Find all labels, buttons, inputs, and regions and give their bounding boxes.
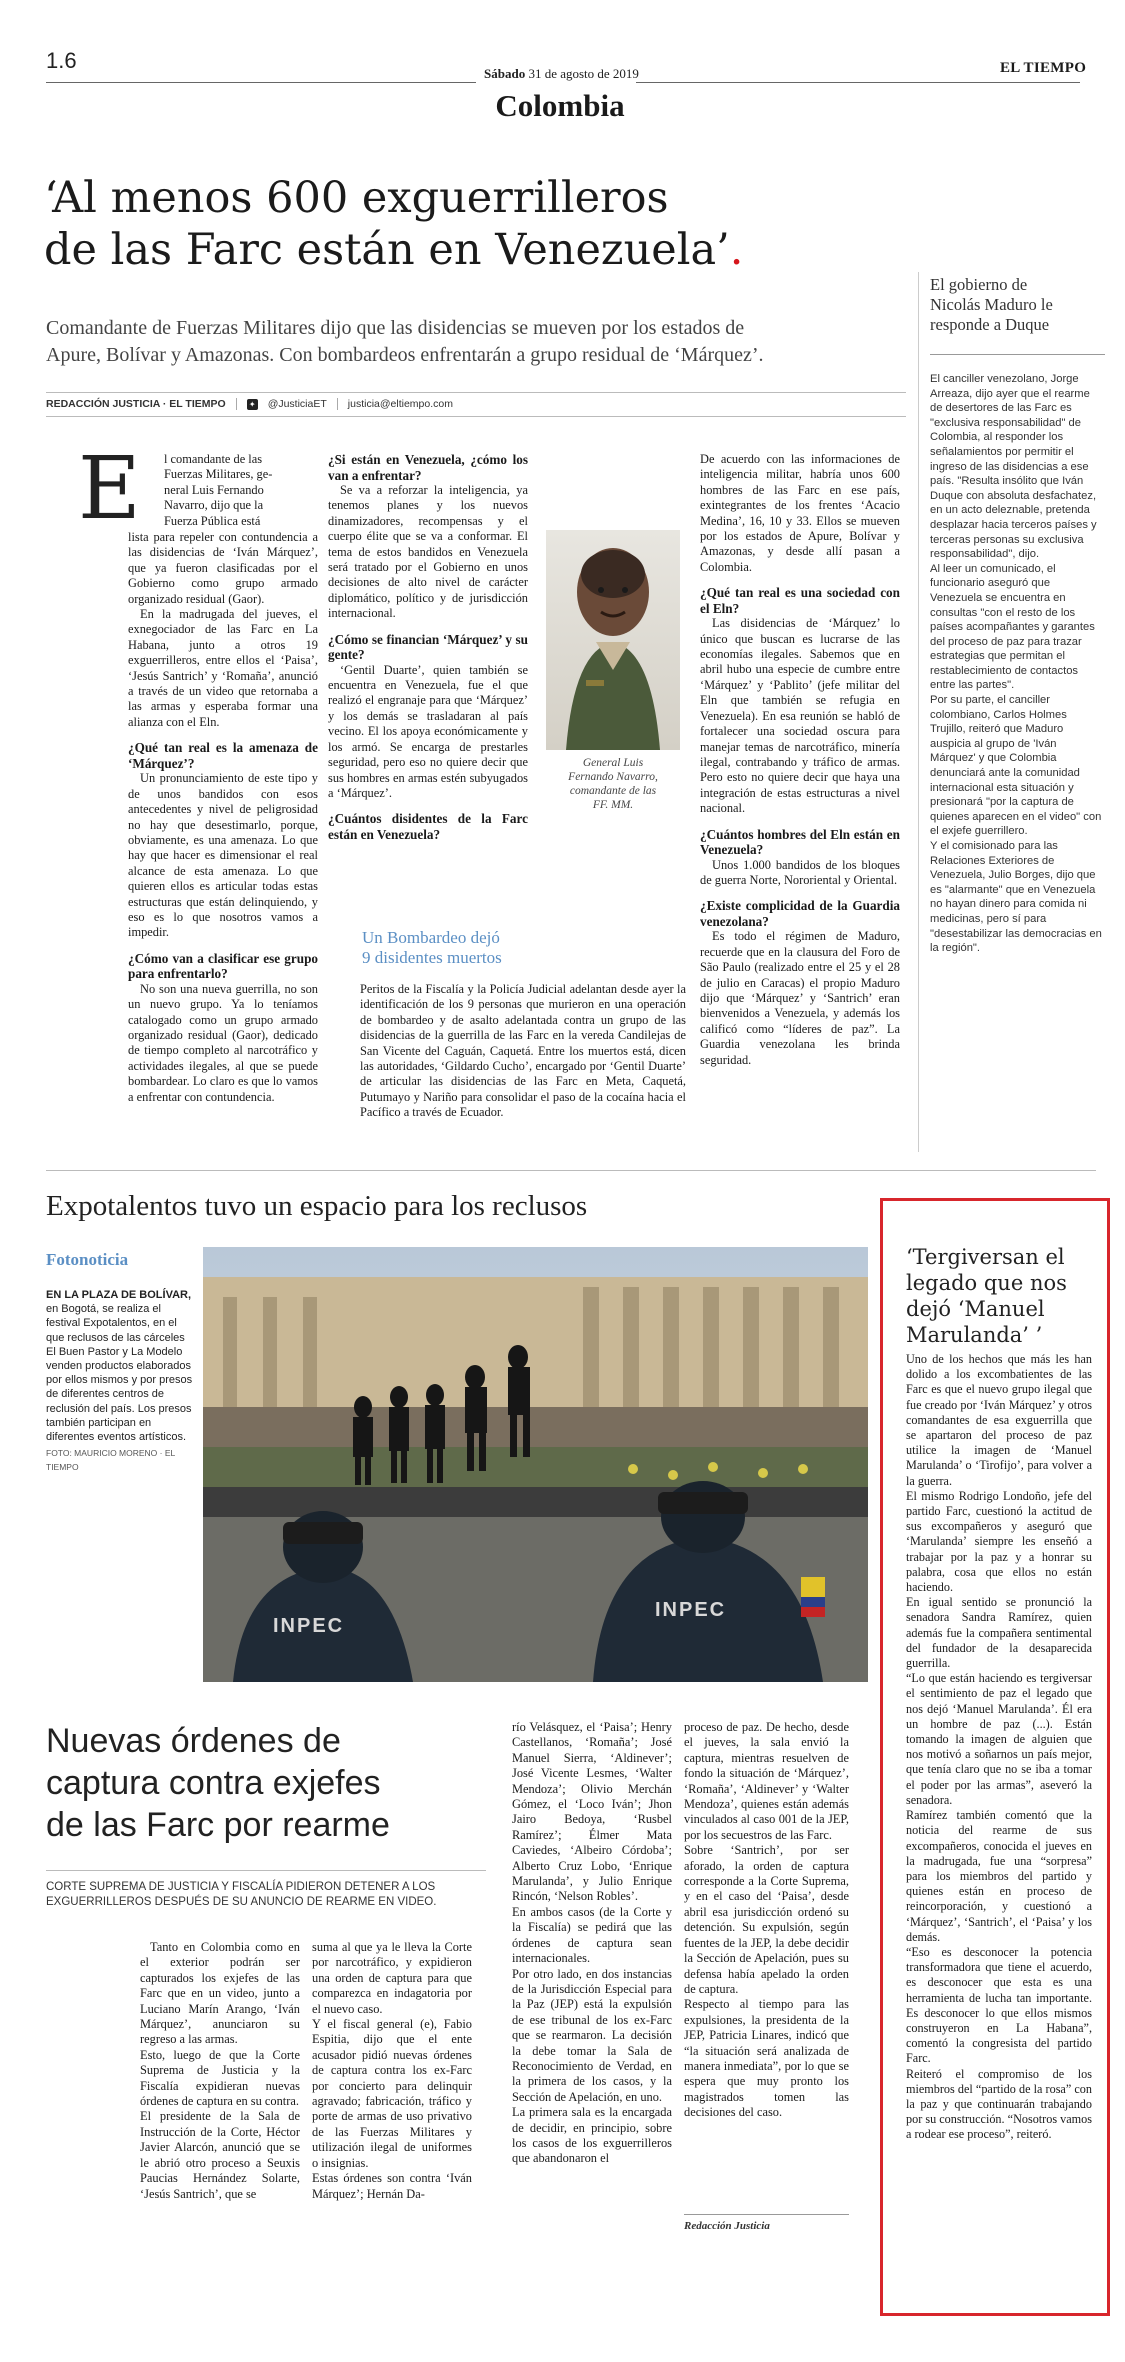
maduro-sidebar-title: [930, 275, 1110, 335]
box-title-line: Un Bombardeo dejó: [362, 928, 500, 947]
captura-deck: CORTE SUPREMA DE JUSTICIA Y FISCALÍA PIDIERON DETENER A LOS EXGUERRILLEROS DESPUÉS DE SU ANUNCIO DE REARME EN VIDEO.: [46, 1881, 437, 1908]
caption-line: FF. MM.: [592, 799, 634, 811]
byline: REDACCIÓN JUSTICIA · EL TIEMPO: [46, 398, 226, 410]
bombardeo-text: [360, 982, 686, 1121]
dropcap: E: [78, 439, 141, 539]
photo-credit: FOTO: MAURICIO MORENO · EL TIEMPO: [46, 1448, 175, 1473]
signature-rule: [684, 2214, 849, 2215]
paragraph: En la madrugada del jueves, el exnegociador de las Farc en La Habana, junto a otros 19 exguerrilleros, entre ellos el ‘Paisa’, ‘Jesús Santrich’ y ‘Romaña’, anunció a través de un video que retornaba a las armas y esperaba formar una alianza con el Eln.: [128, 607, 318, 729]
expotalentos-photo: [203, 1247, 868, 1682]
article-column-1: [78, 439, 318, 539]
date-day: Sábado: [484, 66, 526, 81]
date-line: [484, 66, 639, 82]
twitter-handle[interactable]: @JusticiaET: [267, 398, 327, 410]
maduro-sidebar-text: El canciller venezolano, Jorge Arreaza, dijo ayer que el rearme de desertores de las Farc es "exclusiva responsabilidad" de Colombia, al responder los señalamientos por permitir el ingreso de las disidencias a ese país. "Resulta insólito que Iván Duque con absoluta desfachatez, en un acto deleznable, pretenda desplazar hacia terceros países y terceras personas su exclusiva responsabilidad", dijo. Al leer un comunicado, el funcionario aseguró que Venezuela se encuentra en consultas "con el resto de los países acompañantes y garantes del proceso de paz para trazar estrategias que permitan el restablecimiento de contactos entre las partes". Por su parte, el canciller colombiano, Carlos Holmes Trujillo, reiteró que Maduro auspicia al grupo de 'Iván Márquez' y que Colombia denunciará ante la comunidad internacional esta situación y presionará "por la captura de quienes aparecen en el video" con el exjefe guerrillero. Y el comisionado para las Relaciones Exteriores de Venezuela, Julio Borges, dijo que es "alarmante" que en Venezuela no hayan dinero para comida ni medicinas, pero sí para "desestabilizar las democracias en la región".: [930, 373, 1102, 955]
article-column-1-body: [128, 530, 318, 1105]
headline-line-2: de las Farc están en Venezuela’.: [44, 225, 744, 275]
photo-caption: [46, 1288, 196, 1475]
email-link[interactable]: justicia@eltiempo.com: [347, 398, 453, 410]
article-column-3: [700, 452, 900, 1068]
sidebar-title-line: El gobierno de: [930, 275, 1028, 294]
paragraph: Unos 1.000 bandidos de los bloques de guerra Norte, Nororiental y Oriental.: [700, 857, 900, 887]
main-headline: [44, 172, 904, 276]
sidebar-title-line: dejó ‘Manuel: [906, 1297, 1045, 1321]
section-divider: [46, 1170, 1096, 1171]
paragraph: Un pronunciamiento de este tipo y de unos bandidos con esos antecedentes y nivel de peligrosidad no hay que desestimarlo, porque, obviamente, es una amenaza. Lo que hay que hacer es dimensionar el real alcance de esta amenaza. Lo que quieren ellos es articular todas estas estructuras que están delinquiendo, y eso es lo que nosotros vamos a impedir.: [128, 771, 318, 940]
question-heading: ¿Cómo van a clasificar ese grupo para enfrentarlo?: [128, 950, 318, 982]
header-rule-right: [636, 82, 1080, 83]
section-title: Colombia: [495, 88, 625, 123]
paragraph: lista para repeler con contundencia a las disidencias de ‘Iván Márquez’, que ya fueron clasificadas por el Gobierno como grupo armado organizado residual (Gaor).: [128, 530, 318, 606]
paragraph: Se va a reforzar la inteligencia, ya tenemos planes y los nuevos dinamizadores, recompensas y el cuerpo élite que se va a conformar. El tema de estos bandidos en Venezuela será tratado por el Gobierno en unos decisiones de alto nivel de carácter diplomático, político y de jurisdicción internacional.: [328, 483, 528, 621]
photo-story-headline: Expotalentos tuvo un espacio para los reclusos: [46, 1190, 588, 1222]
vest-label-right: INPEC: [655, 1599, 727, 1621]
captura-column-2: suma al que ya le lleva la Corte por narcotráfico, y expidieron una orden de captura para que comparezca en indagatoria por el nuevo caso. Y el fiscal general (e), Fabio Espitia, dijo que el ente acusador pidió nuevas órdenes de captura contra los ex-Farc por concierto para delinquir agravado; fabricación, tráfico y porte de armas de uso privativo de las Fuerzas Militares y utilización ilegal de uniformes o insignias. Estas órdenes son contra ‘Iván Márquez’; Hernán Da-: [312, 1940, 472, 2201]
deck-line-2: Apure, Bolívar y Amazonas. Con bombardeos enfrentarán a grupo residual de ‘Márquez’.: [46, 344, 764, 366]
paragraph: De acuerdo con las informaciones de inteligencia militar, habría unos 600 hombres de las Farc en ese país, exintegrantes de los frentes ‘Acacio Medina’, 16, 10 y 33. Ellos se mueven por los estados de Apure, Bolívar y Amazonas, y desde allí pasan a Colombia.: [700, 452, 900, 574]
bombardeo-title: [360, 928, 686, 968]
captura-signature: Redacción Justicia: [684, 2220, 770, 2232]
byline-bar: [46, 398, 453, 410]
general-portrait-photo: [546, 530, 680, 750]
vest-label-left: INPEC: [273, 1615, 345, 1637]
caption-line: Fernando Navarro,: [568, 771, 658, 783]
question-heading: ¿Cuántos hombres del Eln están en Venezuela?: [700, 826, 900, 858]
lead-line-2: Fuerzas Militares, ge-: [164, 467, 273, 482]
captura-column-4: proceso de paz. De hecho, desde el jueves, la sala envió la captura, mientras resuelven de fondo la situación de ‘Márquez’, ‘Romaña’, ‘Aldinever’ y ‘Walter Mendoza’, quienes están además vinculados al caso 001 de la JEP, por los secuestros de las Farc. Sobre ‘Santrich’, por ser aforado, la orden de captura corresponde a la Corte Suprema, y en el caso del ‘Paisa’, desde abril esa jurisdicción ordenó su detención. Su expulsión, según fuentes de la JEP, la debe decidir la Sección de Apelación, pues su defensa había apelado la orden de captura. Respecto al tiempo para las expulsiones, la presidenta de la JEP, Patricia Linares, indicó que “la situación será analizada de manera inmediata”, por lo que se espera que muy pronto los magistrados tomen las decisiones del caso.: [684, 1720, 849, 2120]
headline-line: captura contra exjefes: [46, 1764, 381, 1802]
lead-line-1: l comandante de las: [164, 452, 263, 466]
headline-line: Nuevas órdenes de: [46, 1722, 341, 1760]
headline-line: de las Farc por rearme: [46, 1806, 390, 1844]
byline-rule-top: [46, 392, 906, 393]
question-heading: ¿Si están en Venezuela, ¿cómo los van a enfrentar?: [328, 452, 528, 483]
masthead: EL TIEMPO: [1000, 60, 1087, 76]
question-heading: ¿Existe complicidad de la Guardia venezolana?: [700, 898, 900, 929]
date-rest: 31 de agosto de 2019: [528, 66, 639, 81]
captura-headline: [46, 1720, 506, 1846]
caption-lead: EN LA PLAZA DE BOLÍVAR,: [46, 1289, 192, 1301]
question-heading: ¿Cuántos disidentes de la Farc están en Venezuela?: [328, 811, 528, 842]
captura-column-3: río Velásquez, el ‘Paisa’; Henry Castellanos, ‘Romaña’; José Manuel Sierra, ‘Aldinever’; José Vicente Lesmes, ‘Walter Mendoza’; Olivio Merchán Gómez, el ‘Loco Iván’; Jhon Jairo Bedoya, ‘Rusbel Ramírez’; Élmer Mata Caviedes, ‘Albeiro Córdoba’; Alberto Cruz Lobo, ‘Enrique Marulanda’, y Julio Enrique Rincón, ‘Nelson Robles’. En ambos casos (de la Corte y la Fiscalía) se pedirá que las órdenes de captura sean internacionales. Por otro lado, en dos instancias de la Jurisdicción Especial para la Paz (JEP) está la expulsión de ese tribunal de los ex-Farc que se rearmaron. La decisión la debe tomar la Sala de Reconocimiento de Verdad, en la primera de los casos, y la Sección de Apelación, en uno. La primera sala es la encargada de decidir, en principio, sobre los casos de los exguerrilleros que abandonaron el: [512, 1720, 672, 2166]
article-column-2: [328, 452, 528, 842]
box-title-line: 9 disidentes muertos: [362, 948, 502, 967]
lead-line-4: Navarro, dijo que la: [164, 498, 264, 513]
portrait-caption: [546, 756, 680, 812]
sidebar-title-line: Marulanda’ ’: [906, 1323, 1043, 1347]
twitter-icon: ✦: [247, 399, 258, 410]
page-number: 1.6: [46, 48, 77, 73]
paragraph: Peritos de la Fiscalía y la Policía Judicial adelantan desde ayer la identificación de los 9 personas que murieron en una operación de bombardeo y de asalto adelantada contra un grupo de las disidencias de la guerrilla de las Farc en la vereda Candilejas de San Vicente del Caguán, Caquetá. Entre los muertos está, dicen las autoridades, ‘Gildardo Cucho’, encargado por ‘Gentil Duarte’ de articular las disidencias de las Farc en Meta, Caquetá, Putumayo y Nariño para consolidar el paso de la cocaína hacia el Pacífico a través de Ecuador.: [360, 982, 686, 1120]
captura-deck-rule: [46, 1870, 486, 1871]
bombardeo-box: [360, 928, 686, 1121]
question-heading: ¿Cómo se financian ‘Márquez’ y su gente?: [328, 631, 528, 663]
maduro-title-rule: [930, 354, 1105, 355]
header-rule-left: [46, 82, 476, 83]
sidebar-title-line: legado que nos: [906, 1271, 1067, 1295]
fotonoticia-kicker: Fotonoticia: [46, 1250, 129, 1269]
deck-line-1: Comandante de Fuerzas Militares dijo que las disidencias se mueven por los estados de: [46, 317, 745, 339]
paragraph: Es todo el régimen de Maduro, recuerde que en la clausura del Foro de São Paulo (realizado entre el 25 y el 28 de julio en Caracas) el propio Maduro dijo que ‘Márquez’ y ‘Santrich’ eran bienvenidos a Venezuela, y además los calificó como “líderes de paz”. La Guardia venezolana les brinda seguridad.: [700, 929, 900, 1067]
main-deck: [46, 315, 916, 369]
question-heading: ¿Qué tan real es una sociedad con el Eln?: [700, 585, 900, 616]
byline-rule-bottom: [46, 416, 906, 417]
sidebar-title-line: Nicolás Maduro le: [930, 295, 1053, 314]
captura-column-1: Tanto en Colombia como en el exterior podrán ser capturados los exjefes de las Farc que en un video, junto a Luciano Marín Arango, ‘Iván Márquez’, anunciaron su regreso a las armas. Esto, luego de que la Corte Suprema de Justicia y la Fiscalía expidieran nuevas órdenes de captura en su contra. El presidente de la Sala de Instrucción de la Corte, Héctor Javier Alarcón, anunció que se le abrió otro proceso a Seuxis Paucias Hernández Solarte, ‘Jesús Santrich’, que se: [140, 1940, 300, 2201]
lead-line-3: neral Luis Fernando: [164, 482, 264, 497]
paragraph: ‘Gentil Duarte’, quien también se encuentra en Venezuela, fue el que realizó el engranaje para que ‘Márquez’ y los demás se trasladaran al país vecino. El los apoya económicamente y los armó. Se encarga de prestarles seguridad, pero eso no quiere decir que sus hombres en armas estén subyugados a ‘Márquez’.: [328, 662, 528, 800]
headline-red-period: .: [729, 225, 744, 275]
marulanda-sidebar-text: Uno de los hechos que más les han dolido a los excombatientes de las Farc es que el nuevo grupo ilegal que fue creado por ‘Iván Márquez’ y otros comandantes de esa exguerrilla que se apartaron del proceso de paz utilice la imagen de ‘Manuel Marulanda’ o ‘Tirofijo’, para volver a la guerra. El mismo Rodrigo Londoño, jefe del partido Farc, cuestionó la actitud de sus excompañeros y aseguró que ‘Marulanda’ siempre les enseñó a trabajar por la paz y a honrar su palabra, cosa que ellos no están haciendo. En igual sentido se pronunció la senadora Sandra Ramírez, quien además fue la compañera sentimental del fundador de la desaparecida guerrilla. “Lo que están haciendo es tergiversar el sentimiento de paz el legado que nos dejó ‘Manuel Marulanda’. Él era un hombre de paz (...). Están tomando la imagen de alguien que nos motivó a soñarnos un país mejor, que tenía claro que no se iba a tomar el poder por las armas”, aseveró la senadora. Ramírez también comentó que la noticia del rearme de sus excompañeros, conocida el jueves en la madrugada, fue una “sorpresa” para los miembros del partido y quienes están en proceso de reincorporación, y cuestionó a ‘Márquez’, ‘Santrich’, el ‘Paisa’ y los demás. “Eso es desconocer la potencia transformadora que tiene el acuerdo, es desconocer que esta es una herramienta de lucha tan importante. Es desconocer lo que ellos mismos construyeron en La Habana”, comentó la congresista del partido Farc. Reiteró el compromiso de los miembros del “partido de la rosa” con la paz y que continuarán trabajando por su construcción. “Nosotros vamos a rodear ese proceso”, reiteró.: [906, 1352, 1092, 2142]
caption-line: General Luis: [582, 757, 644, 769]
question-heading: ¿Qué tan real es la amenaza de ‘Márquez’?: [128, 740, 318, 771]
caption-text: en Bogotá, se realiza el festival Expotalentos, en el que reclusos de las cárceles El Buen Pastor y La Modelo venden productos elaborados por ellos mismos y por presos de diferentes centros de reclusión del país. Los presos también participan en diferentes eventos artísticos.: [46, 1303, 193, 1444]
sidebar-divider: [918, 272, 919, 1152]
sidebar-title-line: ‘Tergiversan el: [906, 1245, 1065, 1269]
paragraph: Las disidencias de ‘Márquez’ lo único que buscan es lucrarse de las economías ilegales. Sabemos que en abril hubo una especie de cumbre entre ‘Márquez’ y ‘Pablito’ (jefe militar del Eln que también se refugia en Venezuela). En esa reunión se habló de fortalecer una sociedad oscura para manejar temas de narcotráfico, minería ilegal, contrabando y tráfico de armas. Pero esto no quiere decir que haya una integración de estas estructuras a nivel nacional.: [700, 616, 900, 816]
lead-line-5: Fuerza Pública está: [164, 513, 261, 528]
marulanda-sidebar-title: [906, 1244, 1096, 1348]
caption-line: comandante de las: [569, 785, 657, 797]
general-portrait-illustration: [546, 530, 680, 750]
paragraph: No son una nueva guerrilla, no son un nuevo grupo. Ya lo teníamos catalogado como un grupo armado organizado residual (Gaor), dedicado de tiempo completo al narcotráfico y actividades ilegales, al que se puede bombardear. Lo claro es que lo vamos a enfrentar con contundencia.: [128, 981, 318, 1104]
headline-line-1: ‘Al menos 600 exguerrilleros: [44, 173, 669, 223]
sidebar-title-line: responde a Duque: [930, 315, 1050, 334]
